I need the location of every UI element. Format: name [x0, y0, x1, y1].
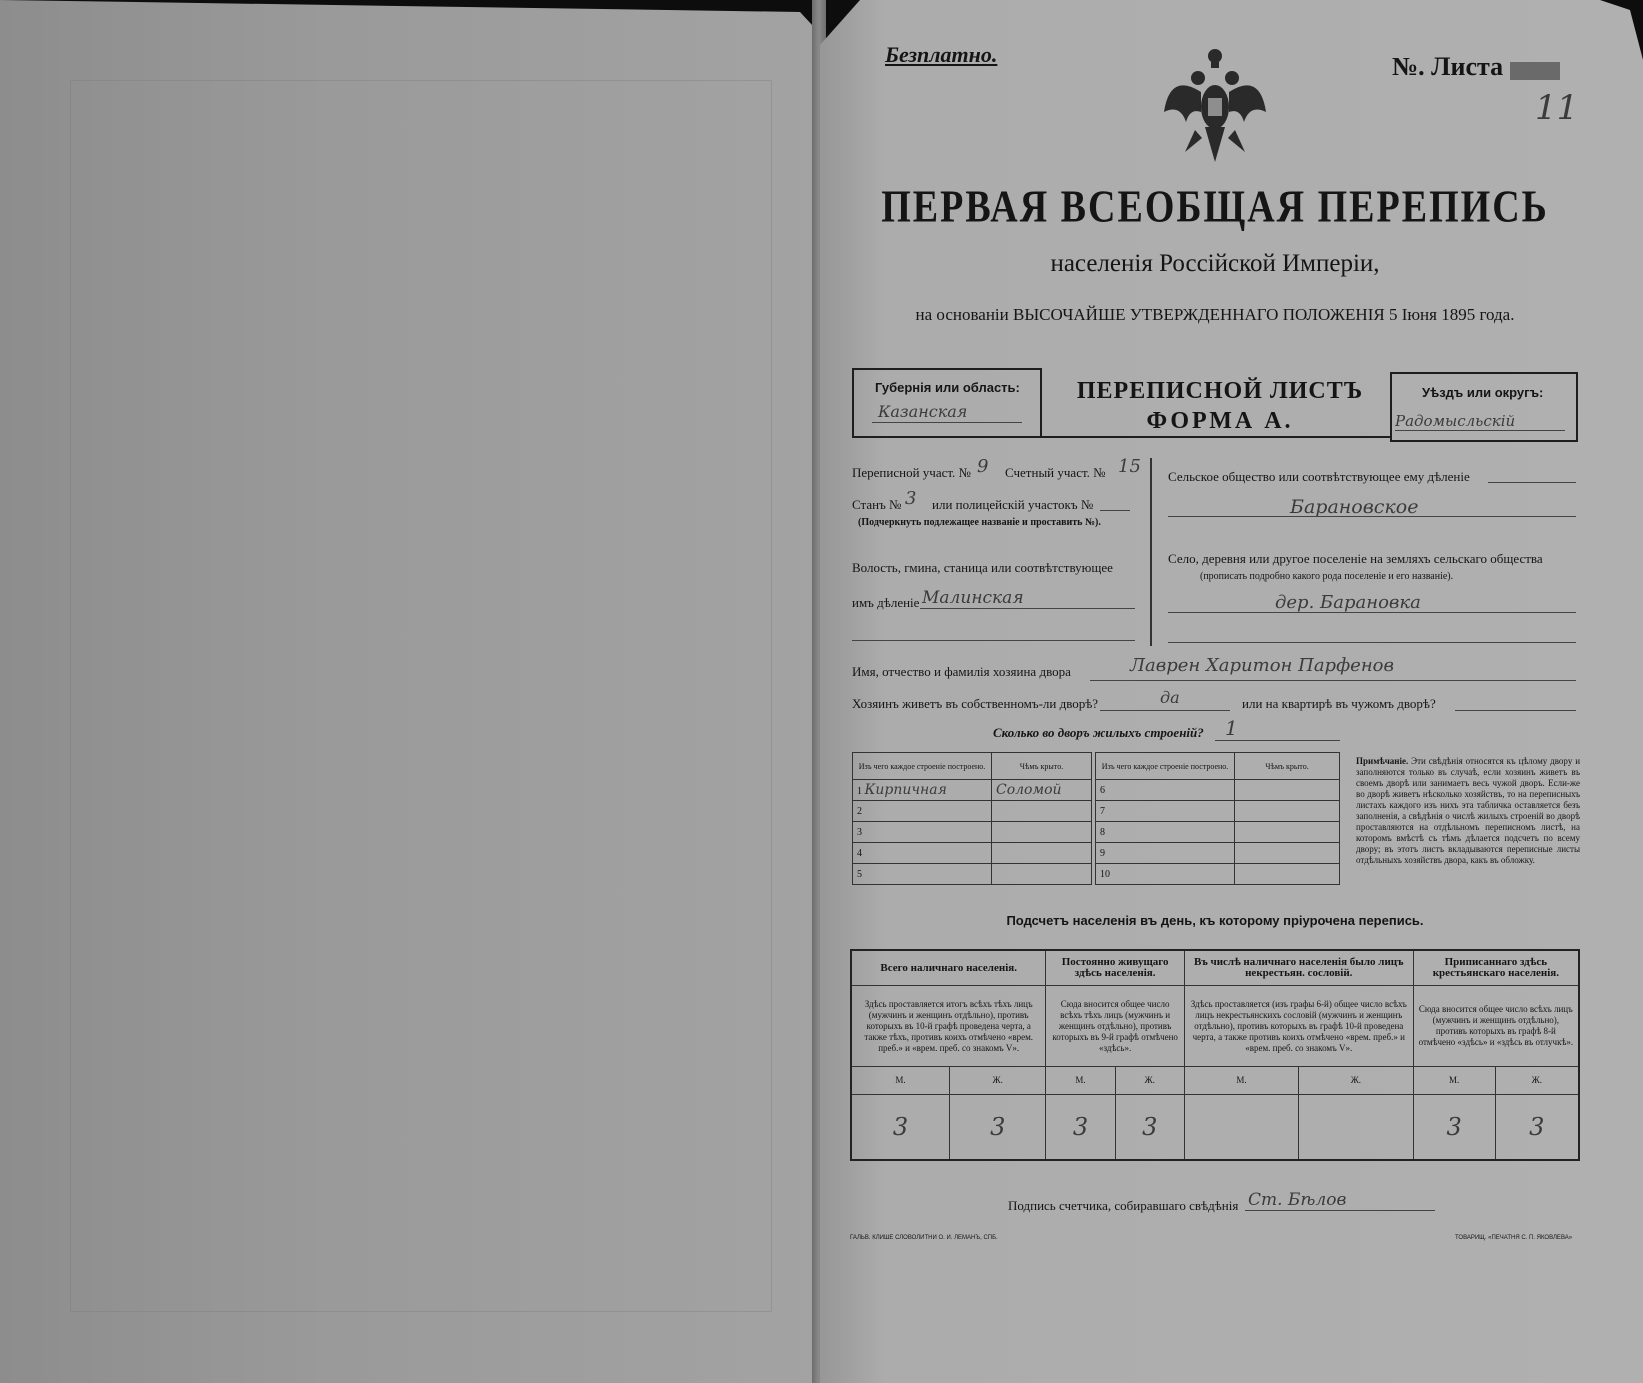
peasant-female: 3	[1495, 1095, 1579, 1161]
sheet-number-box	[1510, 62, 1560, 80]
table-row: 9	[1096, 843, 1340, 864]
bleed-through-frame	[70, 80, 772, 1312]
table-row: 5	[853, 864, 1092, 885]
printer-right: ТОВАРИЩ. «ПЕЧАТНЯ С. П. ЯКОВЛЕВА»	[1455, 1235, 1573, 1241]
census-section-label: Переписной участ. №	[852, 465, 971, 480]
census-subtitle: населенія Россійской Имперіи,	[1050, 250, 1380, 277]
free-label: Безплатно.	[885, 42, 998, 67]
table-row: 8	[1096, 822, 1340, 843]
table-row: 3	[853, 822, 1092, 843]
male-label: М.	[1413, 1067, 1495, 1095]
col-material: Изъ чего каждое строеніе построено.	[1096, 753, 1235, 780]
population-heading: Подсчетъ населенія въ день, къ которому пріурочена перепись.	[1006, 913, 1424, 928]
police-label: или полицейскій участокъ №	[932, 497, 1094, 512]
province-line	[872, 422, 1022, 423]
peasant-male: 3	[1413, 1095, 1495, 1161]
province-value: Казанская	[878, 402, 968, 421]
female-label: Ж.	[1299, 1067, 1414, 1095]
table-row: 1 Кирпичная Соломой	[853, 780, 1092, 801]
village-value: дер. Барановка	[1275, 592, 1421, 613]
own-yard-line	[1100, 710, 1230, 711]
female-label: Ж.	[950, 1067, 1046, 1095]
owner-label: Имя, отчество и фамилія хозяина двора	[852, 664, 1071, 679]
buildings-value: 1	[1225, 716, 1238, 740]
pop-col-title: Приписаннаго здѣсь крестьянскаго населенія.	[1413, 950, 1579, 986]
other-yard-line	[1455, 710, 1576, 711]
table-row: 7	[1096, 801, 1340, 822]
society-value: Барановское	[1290, 496, 1419, 518]
pop-col-note: Здѣсь проставляется итогъ всѣхъ тѣхъ лицъ (мужчинъ и женщинъ отдѣльно), противъ которыхъ въ 10-й графѣ проведена черта, а также тѣхъ, противъ коихъ отмѣчено «врем. преб.» и «врем. преб. со знакомъ V».	[851, 986, 1046, 1067]
village-note: (прописать подробно какого рода поселеніе и его названіе).	[1200, 571, 1454, 582]
volost-line	[920, 608, 1135, 609]
owner-line	[1090, 680, 1576, 681]
male-label: М.	[1184, 1067, 1298, 1095]
society-line	[1488, 482, 1576, 483]
owner-value: Лаврен Харитон Парфенов	[1130, 655, 1394, 676]
column-divider	[1150, 458, 1152, 646]
col-roof: Чѣмъ крыто.	[992, 753, 1092, 780]
district-box	[1390, 372, 1578, 442]
female-label: Ж.	[1115, 1067, 1184, 1095]
imperial-eagle-emblem	[1160, 42, 1270, 172]
buildings-note: Примѣчаніе. Эти свѣдѣнія относятся къ цѣлому двору и заполняются только въ случаѣ, если хозяинъ живетъ въ своемъ дворѣ или занимаетъ весь чужой дворъ. Если-же во дворѣ живетъ нѣсколько хозяйствъ, то на переписныхъ листахъ каждого изъ нихъ эта табличка оставляется безъ заполненія, а свѣдѣнія о числѣ жилыхъ строеній во дворѣ проставляются на отдѣльномъ переписномъ листѣ, на которомъ вмѣстѣ съ тѣмъ дѣлается подсчетъ по всему двору; въ этотъ листъ вкладываются переписные листы отдѣльныхъ хозяйствъ двора, какъ въ обложку.	[1356, 756, 1581, 865]
signature-label: Подпись счетчика, собиравшаго свѣдѣнія	[1008, 1198, 1239, 1213]
table-row: 4	[853, 843, 1092, 864]
resident-female: 3	[1115, 1095, 1184, 1161]
legal-basis: на основаніи ВЫСОЧАЙШЕ УТВЕРЖДЕННАГО ПОЛОЖЕНІЯ 5 Іюня 1895 года.	[915, 305, 1515, 324]
underline-note: (Подчеркнуть подлежащее названіе и проставить №).	[858, 517, 1101, 528]
stan-value: 3	[905, 488, 917, 509]
total-female: 3	[950, 1095, 1046, 1161]
male-label: М.	[851, 1067, 950, 1095]
population-table	[850, 949, 1580, 1161]
pop-col-note: Сюда вносится общее число всѣхъ тѣхъ лицъ (мужчинъ и женщинъ отдѣльно), противъ которыхъ въ 9-й графѣ отмѣчено «здѣсь».	[1046, 986, 1184, 1067]
signature-line	[1245, 1210, 1435, 1211]
buildings-table-left	[852, 752, 1092, 885]
census-section-value: 9	[977, 456, 989, 477]
table-row: 6	[1096, 780, 1340, 801]
district-value: Радомысльскій	[1395, 412, 1516, 430]
village-line-2	[1168, 642, 1576, 643]
count-section-label: Счетный участ. №	[1005, 465, 1106, 480]
buildings-line	[1215, 740, 1340, 741]
signature-value: Ст. Бѣлов	[1248, 1190, 1347, 1210]
village-line	[1168, 612, 1576, 613]
pop-col-note: Здѣсь проставляется (изъ графы 6-й) общее число всѣхъ лицъ некрестьянскихъ сословій (мужчинъ и женщинъ отдѣльно), противъ которыхъ въ графѣ 10-й проведена черта, а также противъ коихъ отмѣчено «врем. преб.» и «врем. преб. со знакомъ V».	[1184, 986, 1413, 1067]
volost-value: Малинская	[922, 588, 1024, 608]
form-type: ФОРМА А.	[1146, 408, 1294, 434]
pop-col-title: Въ числѣ наличнаго населенія было лицъ некрестьян. сословій.	[1184, 950, 1413, 986]
form-base-line	[1040, 436, 1392, 438]
table-row: 2	[853, 801, 1092, 822]
district-label: Уѣздъ или округъ:	[1422, 385, 1544, 400]
society-label: Сельское общество или соотвѣтствующее ему дѣленіе	[1168, 469, 1470, 484]
police-line	[1100, 510, 1130, 511]
male-label: М.	[1046, 1067, 1115, 1095]
resident-male: 3	[1046, 1095, 1115, 1161]
own-yard-value: да	[1160, 688, 1180, 707]
pop-col-note: Сюда вносится общее число всѣхъ лицъ (мужчинъ и женщинъ отдѣльно), противъ которыхъ въ графѣ 8-й отмѣчено «здѣсь» и «здѣсь въ отлучкѣ».	[1413, 986, 1579, 1067]
stan-label: Станъ №	[852, 497, 902, 512]
printer-left: ГАЛЬВ. КЛИШЕ СЛОВОЛИТНИ О. И. ЛЕМАНЪ, СПБ.	[850, 1235, 998, 1241]
pop-col-title: Всего наличнаго населенія.	[851, 950, 1046, 986]
pop-col-title: Постоянно живущаго здѣсь населенія.	[1046, 950, 1184, 986]
buildings-table-right	[1095, 752, 1340, 885]
nonpeasant-female	[1299, 1095, 1414, 1161]
buildings-label: Сколько во дворъ жилыхъ строеній?	[993, 725, 1204, 740]
own-yard-label: Хозяинъ живетъ въ собственномъ-ли дворѣ?	[852, 696, 1099, 711]
volost-label: Волость, гмина, станица или соотвѣтствующее	[852, 560, 1113, 575]
count-section-value: 15	[1118, 456, 1141, 477]
form-name: ПЕРЕПИСНОЙ ЛИСТЪ	[1076, 378, 1364, 404]
table-row: 10	[1096, 864, 1340, 885]
nonpeasant-male	[1184, 1095, 1298, 1161]
village-label: Село, деревня или другое поселеніе на земляхъ сельскаго общества	[1168, 551, 1543, 566]
society-line-2	[1168, 516, 1576, 517]
province-label: Губернія или область:	[875, 380, 1020, 395]
female-label: Ж.	[1495, 1067, 1579, 1095]
col-material: Изъ чего каждое строеніе построено.	[853, 753, 992, 780]
district-line	[1395, 430, 1565, 431]
volost-label-2: имъ дѣленіе	[852, 595, 920, 610]
volost-line-2	[852, 640, 1135, 641]
total-male: 3	[851, 1095, 950, 1161]
sheet-number-label: №. Листа	[1392, 52, 1504, 81]
sheet-number-handwritten: 11	[1535, 88, 1579, 128]
other-yard-label: или на квартирѣ въ чужомъ дворѣ?	[1242, 696, 1436, 711]
census-title: ПЕРВАЯ ВСЕОБЩАЯ ПЕРЕПИСЬ	[881, 181, 1549, 233]
col-roof: Чѣмъ крыто.	[1235, 753, 1340, 780]
